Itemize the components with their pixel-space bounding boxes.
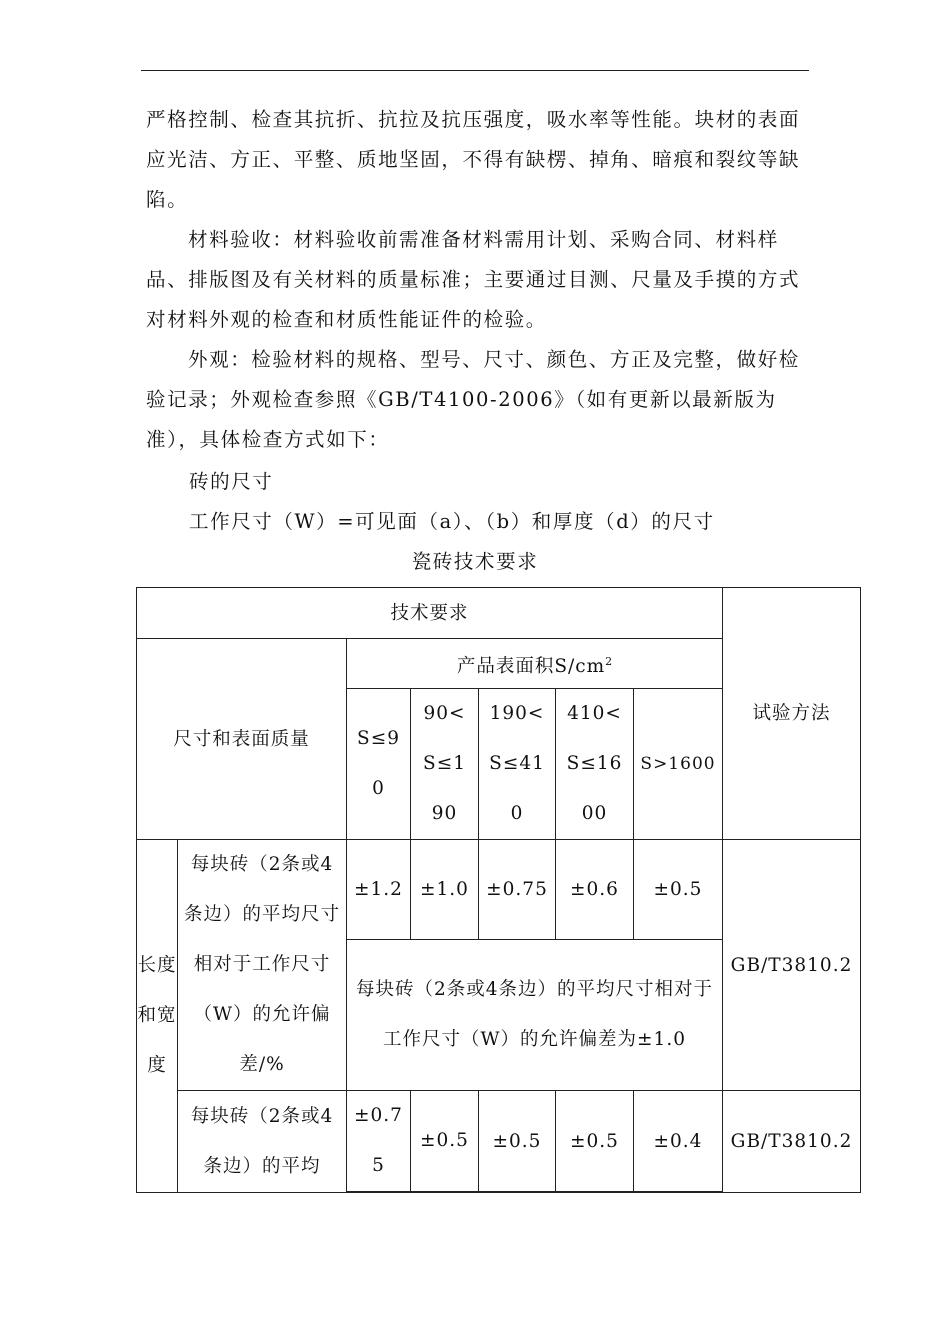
row1-merged-note: 每块砖（2条或4条边）的平均尺寸相对于工作尺寸（W）的允许偏差为±1.0 xyxy=(347,940,723,1091)
paragraph-strength: 严格控制、检查其抗折、抗拉及抗压强度，吸水率等性能。块材的表面应光洁、方正、平整、质地坚固，不得有缺楞、掉角、暗痕和裂纹等缺陷。 xyxy=(146,108,801,211)
row1-value: ±0.5 xyxy=(634,840,723,940)
row-group-length-width: 长度和宽度 xyxy=(137,840,178,1193)
row2-value: ±0.5 xyxy=(556,1091,634,1192)
area-col: 190<S≤410 xyxy=(479,689,556,840)
table-caption: 瓷砖技术要求 xyxy=(411,550,539,573)
row2-value: ±0.4 xyxy=(634,1091,723,1192)
area-col: S≤90 xyxy=(347,689,411,840)
paragraph-appearance: 外观：检验材料的规格、型号、尺寸、颜色、方正及完整，做好检验记录；外观检查参照《GB/T4100-2006》（如有更新以最新版为准），具体检查方式如下： xyxy=(146,348,800,451)
row1-value: ±0.6 xyxy=(556,840,634,940)
row2-test-method: GB/T3810.2 xyxy=(723,1091,861,1193)
row1-value: ±1.0 xyxy=(411,840,479,940)
header-test-method: 试验方法 xyxy=(723,588,861,840)
row1-test-method: GB/T3810.2 xyxy=(723,840,861,1091)
header-size-surface-quality: 尺寸和表面质量 xyxy=(137,639,347,840)
area-col: S>1600 xyxy=(634,689,723,840)
row2-value: ±0.5 xyxy=(479,1091,556,1192)
paragraph-material-acceptance: 材料验收：材料验收前需准备材料需用计划、采购合同、材料样品、排版图及有关材料的质量标准；主要通过目测、尺量及手摸的方式对材料外观的检查和材质性能证件的检验。 xyxy=(146,228,801,331)
row2-value: ±0.5 xyxy=(411,1091,479,1192)
row2-label: 每块砖（2条或4条边）的平均 xyxy=(178,1091,347,1193)
row2-value: ±0.75 xyxy=(347,1091,411,1192)
tile-spec-table xyxy=(136,587,861,1193)
header-surface-area-label: 产品表面积S/cm xyxy=(456,655,606,677)
header-surface-area-sup: 2 xyxy=(605,654,613,668)
row1-value: ±0.75 xyxy=(479,840,556,940)
header-rule xyxy=(141,70,809,71)
header-tech-requirements: 技术要求 xyxy=(137,588,723,639)
area-col: 410<S≤1600 xyxy=(556,689,634,840)
row1-value: ±1.2 xyxy=(347,840,411,940)
header-surface-area xyxy=(347,639,723,689)
working-size-definition: 工作尺寸（W）=可见面（a）、（b）和厚度（d）的尺寸 xyxy=(189,510,715,533)
heading-brick-size: 砖的尺寸 xyxy=(189,470,274,493)
row-filler xyxy=(347,1192,723,1193)
row1-label: 每块砖（2条或4条边）的平均尺寸相对于工作尺寸（W）的允许偏差/% xyxy=(178,840,347,1091)
area-col: 90<S≤190 xyxy=(411,689,479,840)
